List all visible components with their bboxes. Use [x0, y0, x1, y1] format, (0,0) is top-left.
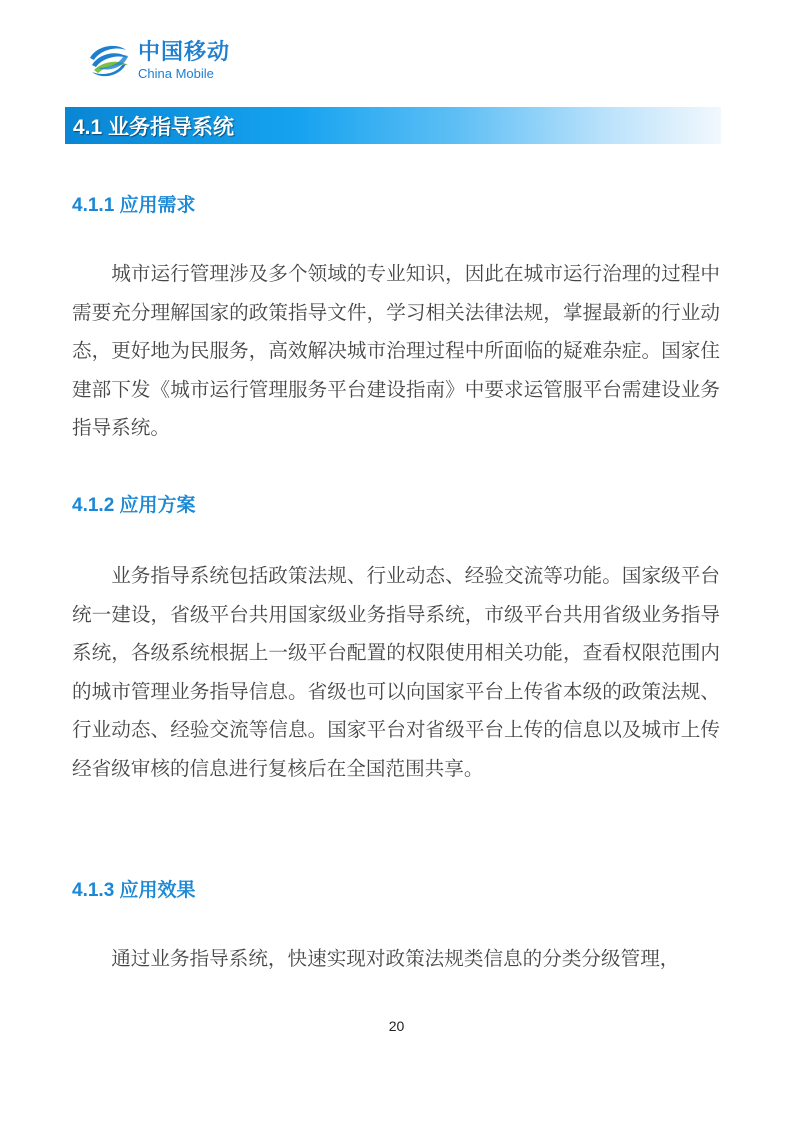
china-mobile-logo-icon	[86, 38, 132, 84]
paragraph-text: 通过业务指导系统，快速实现对政策法规类信息的分类分级管理，	[111, 947, 680, 970]
subsection-heading-solution: 4.1.2 应用方案	[72, 495, 196, 516]
logo-english-text: China Mobile	[138, 66, 214, 81]
section-title: 4.1 业务指导系统	[73, 115, 235, 139]
paragraph-text: 业务指导系统包括政策法规、行业动态、经验交流等功能。国家级平台统一建设，省级平台共用国家级业务指导系统，市级平台共用省级业务指导系统，各级系统根据上一级平台配置的权限使用相关功能，查看权限范围内的城市管理业务指导信息。省级也可以向国家平台上传省本级的政策法规、行业动态、经验交流等信息。国家平台对省级平台上传的信息以及城市上传经省级审核的信息进行复核后在全国范围共享。	[72, 564, 720, 780]
logo-chinese-text: 中国移动	[138, 40, 231, 65]
paragraph-effect	[72, 940, 720, 979]
paragraph-solution	[72, 557, 720, 788]
paragraph-text: 城市运行管理涉及多个领域的专业知识，因此在城市运行治理的过程中需要充分理解国家的政策指导文件，学习相关法律法规，掌握最新的行业动态，更好地为民服务，高效解决城市治理过程中所面临的疑难杂症。国家住建部下发《城市运行管理服务平台建设指南》中要求运管服平台需建设业务指导系统。	[72, 262, 720, 439]
subsection-heading-effect: 4.1.3 应用效果	[72, 880, 196, 901]
china-mobile-logo	[86, 38, 230, 84]
paragraph-requirements	[72, 255, 720, 448]
subsection-heading-requirements: 4.1.1 应用需求	[72, 195, 196, 216]
section-title-bar	[65, 107, 721, 144]
page-number: 20	[388, 1018, 405, 1034]
